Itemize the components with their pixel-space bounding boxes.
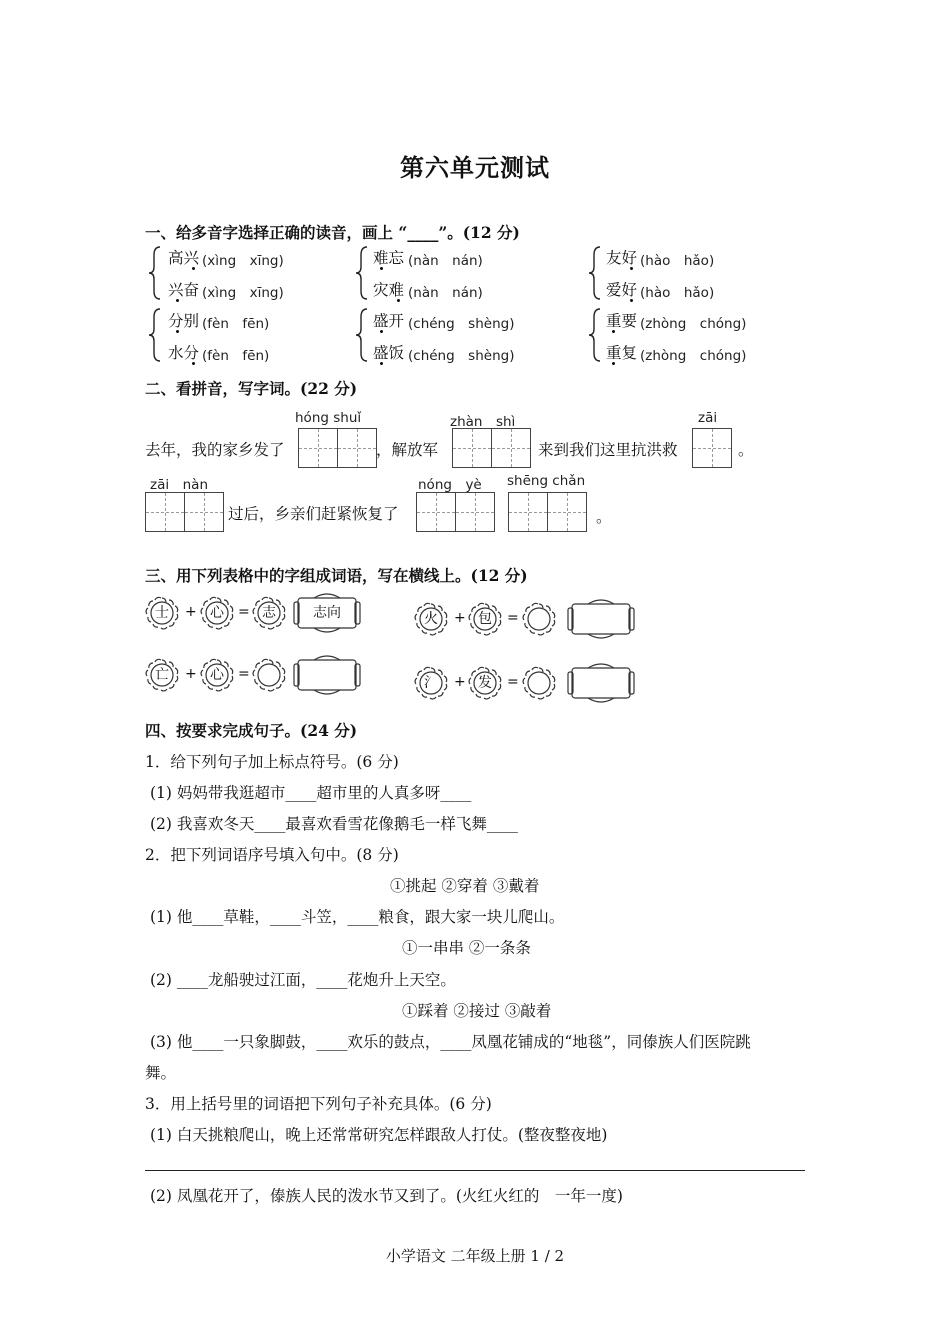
sentence-text: 来到我们这里抗洪救: [538, 441, 678, 459]
flower-char: 包: [468, 602, 502, 636]
polyphone-word: 重要: [606, 312, 638, 330]
question-item[interactable]: (1) 他____草鞋，____斗笠，____粮食，跟大家一块儿爬山。: [150, 908, 565, 926]
pinyin-choice[interactable]: (hào hǎo): [640, 253, 715, 269]
plus-sign: +: [185, 604, 197, 620]
question-item: (1) 白天挑粮爬山，晚上还常常研究怎样跟敌人打仗。(整夜整夜地): [150, 1126, 608, 1144]
plus-sign: +: [454, 610, 466, 626]
equals-sign: =: [238, 604, 250, 620]
writing-grid[interactable]: [452, 428, 531, 468]
sentence-text: 。: [596, 508, 612, 526]
sentence-text: ，解放军: [376, 441, 439, 459]
question: 2．把下列词语序号填入句中。(8 分): [145, 846, 399, 864]
page-footer: 小学语文 二年级上册 1 / 2: [385, 1247, 565, 1265]
word-options: ①踩着 ②接过 ③敲着: [402, 1002, 552, 1020]
flower-char: 氵: [414, 666, 448, 700]
brace-icon: [146, 307, 164, 363]
equals-sign: =: [238, 666, 250, 682]
pinyin-choice[interactable]: (chéng shèng): [408, 348, 515, 364]
section1-heading: 一、给多音字选择正确的读音，画上 “____”。(12 分): [145, 223, 520, 242]
section3-heading: 三、用下列表格中的字组成词语，写在横线上。(12 分): [145, 566, 528, 585]
polyphone-word: 盛开: [373, 312, 405, 330]
plus-sign: +: [454, 674, 466, 690]
flower-char[interactable]: 志: [252, 596, 286, 630]
equals-sign: =: [507, 610, 519, 626]
polyphone-word: 难忘: [373, 249, 405, 267]
flower-char: 心: [200, 658, 234, 692]
question-item[interactable]: (3) 他____一只象脚鼓，____欢乐的鼓点，____凤凰花铺成的“地毯”，同傣族人们医院跳: [150, 1033, 751, 1051]
sentence-text: 过后，乡亲们赶紧恢复了: [228, 505, 399, 523]
flower-char[interactable]: [522, 666, 556, 700]
flower-char: 火: [414, 602, 448, 636]
pinyin-choice[interactable]: (zhòng chóng): [640, 316, 747, 332]
brace-icon: [586, 307, 604, 363]
writing-grid[interactable]: [692, 428, 732, 468]
pinyin-prompt: zāi nàn: [150, 477, 208, 493]
answer-table[interactable]: 志向: [292, 590, 362, 636]
brace-icon: [586, 245, 604, 301]
pinyin-choice[interactable]: (hào hǎo): [640, 285, 715, 301]
sentence-text: 。: [738, 441, 754, 459]
plus-sign: +: [185, 666, 197, 682]
pinyin-choice[interactable]: (xìng xīng): [202, 285, 284, 301]
question: 1．给下列句子加上标点符号。(6 分): [145, 753, 399, 771]
section2-heading: 二、看拼音，写字词。(22 分): [145, 379, 358, 398]
question-item[interactable]: (1) 妈妈带我逛超市____超市里的人真多呀____: [150, 784, 472, 802]
section4-heading: 四、按要求完成句子。(24 分): [145, 721, 358, 740]
pinyin-choice[interactable]: (nàn nán): [408, 253, 483, 269]
answer-table[interactable]: [566, 596, 636, 642]
pinyin-choice[interactable]: (fèn fēn): [202, 348, 270, 364]
writing-grid[interactable]: [416, 492, 495, 532]
pinyin-choice[interactable]: (xìng xīng): [202, 253, 284, 269]
polyphone-word: 友好: [606, 249, 638, 267]
flower-char[interactable]: [252, 658, 286, 692]
flower-char: 发: [468, 666, 502, 700]
polyphone-word: 爱好: [606, 281, 638, 299]
brace-icon: [353, 245, 371, 301]
writing-grid[interactable]: [508, 492, 587, 532]
pinyin-prompt: zhàn shì: [450, 414, 516, 430]
question-item: (2) 凤凰花开了，傣族人民的泼水节又到了。(火红火红的 一年一度): [150, 1187, 623, 1205]
writing-grid[interactable]: [145, 492, 224, 532]
polyphone-word: 高兴: [168, 249, 200, 267]
polyphone-word: 水分: [168, 344, 200, 362]
answer-line[interactable]: [145, 1170, 805, 1171]
brace-icon: [146, 245, 164, 301]
equals-sign: =: [507, 674, 519, 690]
writing-grid[interactable]: [298, 428, 377, 468]
flower-char: 心: [200, 596, 234, 630]
pinyin-choice[interactable]: (fèn fēn): [202, 316, 270, 332]
word-options: ①挑起 ②穿着 ③戴着: [390, 877, 540, 895]
polyphone-word: 重复: [606, 344, 638, 362]
pinyin-choice[interactable]: (zhòng chóng): [640, 348, 747, 364]
pinyin-prompt: shēng chǎn: [507, 473, 586, 489]
polyphone-word: 灾难: [373, 281, 405, 299]
pinyin-prompt: zāi: [698, 410, 718, 426]
question-item[interactable]: (2) ____龙船驶过江面，____花炮升上天空。: [150, 971, 456, 989]
polyphone-word: 盛饭: [373, 344, 405, 362]
flower-char: 亡: [145, 658, 179, 692]
pinyin-choice[interactable]: (chéng shèng): [408, 316, 515, 332]
sentence-text: 去年，我的家乡发了: [145, 441, 285, 459]
pinyin-prompt: hóng shuǐ: [295, 410, 362, 426]
brace-icon: [353, 307, 371, 363]
question: 3．用上括号里的词语把下列句子补充具体。(6 分): [145, 1095, 492, 1113]
pinyin-choice[interactable]: (nàn nán): [408, 285, 483, 301]
question-item-cont: 舞。: [145, 1064, 177, 1082]
answer-table[interactable]: [292, 652, 362, 698]
polyphone-word: 兴奋: [168, 281, 200, 299]
pinyin-prompt: nóng yè: [418, 477, 482, 493]
flower-char: 士: [145, 596, 179, 630]
answer-table[interactable]: [566, 660, 636, 706]
word-options: ①一串串 ②一条条: [402, 939, 531, 957]
flower-char[interactable]: [522, 602, 556, 636]
polyphone-word: 分别: [168, 312, 200, 330]
page-title: 第六单元测试: [400, 153, 550, 182]
question-item[interactable]: (2) 我喜欢冬天____最喜欢看雪花像鹅毛一样飞舞____: [150, 815, 518, 833]
